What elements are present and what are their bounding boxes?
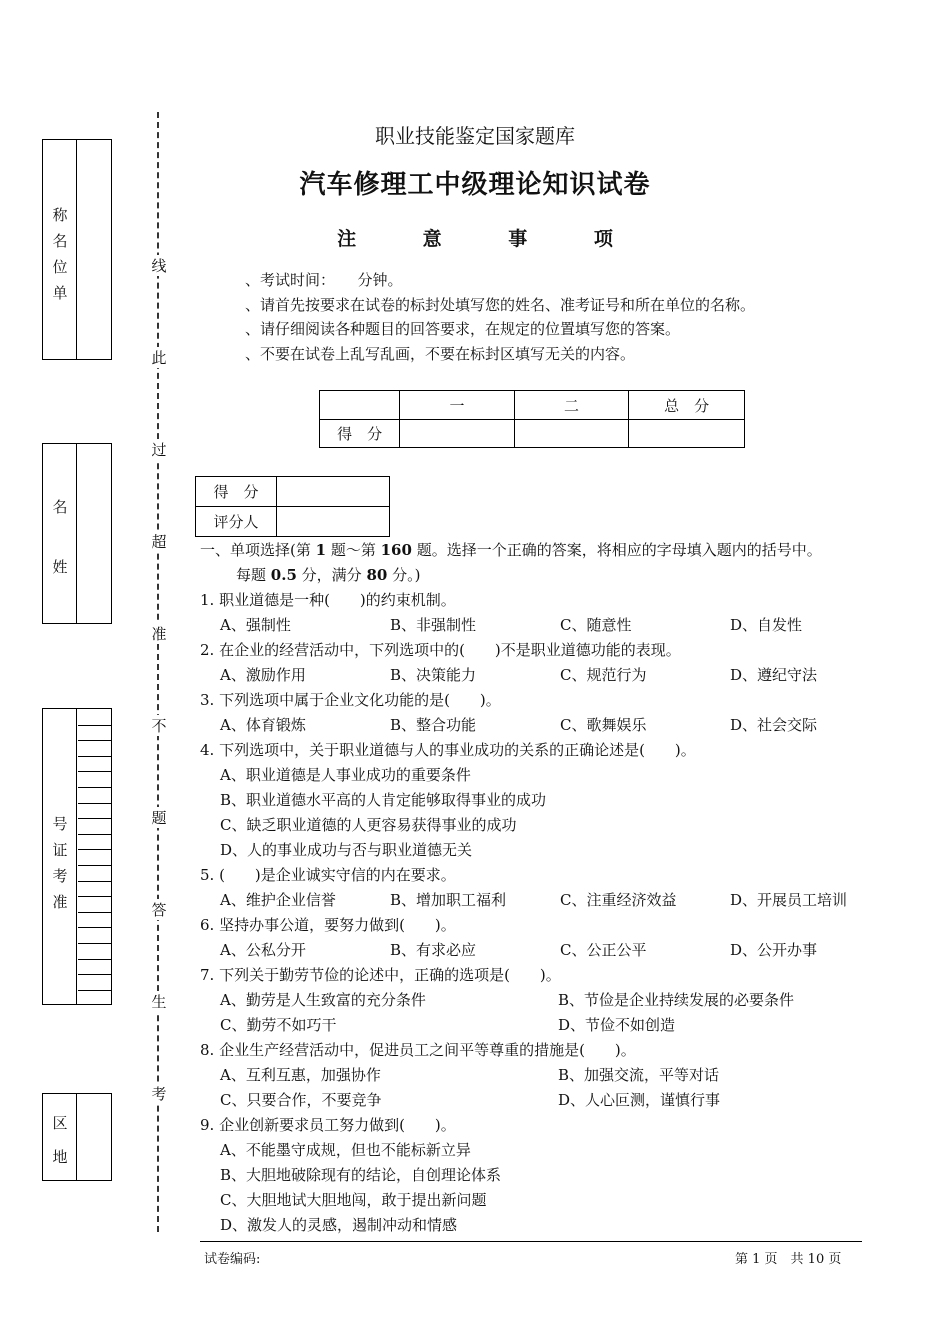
question-stem: 4. 下列选项中，关于职业道德与人的事业成功的关系的正确论述是( )。 (200, 741, 696, 759)
answer-option: D、遵纪守法 (730, 666, 818, 684)
option-row (200, 1213, 880, 1238)
answer-option: C、缺乏职业道德的人更容易获得事业的成功 (220, 816, 517, 834)
digit-cell-divider (78, 865, 111, 866)
digit-cell-divider (78, 787, 111, 788)
digit-cell-divider (78, 881, 111, 882)
answer-option: B、决策能力 (390, 666, 477, 684)
seal-char: 超 (149, 531, 169, 552)
label-char: 名 (52, 498, 68, 516)
region-label (43, 1094, 77, 1180)
answer-option: C、公正公平 (560, 941, 647, 959)
option-row (200, 1138, 880, 1163)
exam-bank-subtitle: 职业技能鉴定国家题库 (375, 124, 575, 148)
grader-name-cell[interactable] (277, 507, 390, 537)
answer-option: B、有求必应 (390, 941, 477, 959)
question-stem: 3. 下列选项中属于企业文化功能的是( )。 (200, 691, 501, 709)
label-char: 位 (52, 258, 68, 276)
answer-option: B、职业道德水平高的人肯定能够取得事业的成功 (220, 791, 547, 809)
exam-title: 汽车修理工中级理论知识试卷 (299, 170, 651, 200)
answer-option: A、不能墨守成规，但也不能标新立异 (220, 1141, 471, 1159)
paper-code-label: 试卷编码: (204, 1252, 261, 1267)
answer-option: A、互利互惠，加强协作 (220, 1066, 381, 1084)
score-table-header-cell: 二 (514, 391, 629, 420)
answer-option: D、激发人的灵感，遏制冲动和情感 (220, 1216, 458, 1234)
name-label (43, 444, 77, 623)
answer-option: D、自发性 (730, 616, 803, 634)
score-table-header-cell: 一 (400, 391, 515, 420)
seal-char: 题 (149, 807, 169, 828)
seal-char: 此 (149, 347, 169, 368)
answer-option: A、公私分开 (220, 941, 306, 959)
question-stem: 2. 在企业的经营活动中，下列选项中的( )不是职业道德功能的表现。 (200, 641, 681, 659)
question-stem: 6. 坚持办事公道，要努力做到( )。 (200, 916, 456, 934)
score-summary-table (319, 390, 745, 448)
answer-option: B、整合功能 (390, 716, 477, 734)
notice-item: 、不要在试卷上乱写乱画，不要在标封区填写无关的内容。 (245, 344, 636, 363)
digit-cell-divider (78, 771, 111, 772)
question-stem: 7. 下列关于勤劳节俭的论述中，正确的选项是( )。 (200, 966, 561, 984)
score-cell[interactable] (629, 420, 745, 448)
seal-dashed-line (157, 112, 159, 1232)
name-box (42, 443, 112, 624)
notice-item: 、请首先按要求在试卷的标封处填写您的姓名、准考证号和所在单位的名称。 (245, 295, 756, 314)
answer-option: A、职业道德是人事业成功的重要条件 (220, 766, 471, 784)
section1-instructions (200, 538, 880, 588)
label-char: 单 (52, 284, 68, 302)
score-cell[interactable] (400, 420, 515, 448)
answer-option: A、体育锻炼 (220, 716, 306, 734)
label-char: 地 (52, 1148, 68, 1166)
label-char: 证 (52, 841, 68, 859)
option-row (200, 988, 880, 1013)
grader-score-cell[interactable] (277, 477, 390, 507)
answer-option: C、勤劳不如巧干 (220, 1016, 337, 1034)
question-list (200, 588, 880, 1238)
page-number: 第 1 页 共 10 页 (735, 1252, 842, 1267)
grader-score-label: 得 分 (196, 477, 277, 507)
answer-option: B、加强交流，平等对话 (558, 1066, 720, 1084)
notice-heading: 注 意 事 项 (337, 228, 643, 250)
answer-option: B、节俭是企业持续发展的必要条件 (558, 991, 795, 1009)
seal-char: 线 (149, 255, 169, 276)
digit-cell-divider (78, 959, 111, 960)
answer-option: C、大胆地试大胆地闯，敢于提出新问题 (220, 1191, 487, 1209)
option-row (200, 1188, 880, 1213)
option-row (200, 1088, 880, 1113)
grader-table (195, 476, 390, 537)
digit-cell-divider (78, 990, 111, 991)
seal-char: 生 (149, 991, 169, 1012)
question-stem: 9. 企业创新要求员工努力做到( )。 (200, 1116, 456, 1134)
answer-option: A、激励作用 (220, 666, 306, 684)
option-row (200, 813, 880, 838)
digit-cell-divider (78, 725, 111, 726)
score-table-header-cell (320, 391, 400, 420)
question-stem: 1. 职业道德是一种( )的约束机制。 (200, 591, 456, 609)
digit-cell-divider (78, 740, 111, 741)
exam-id-box (42, 708, 112, 1005)
option-row (200, 763, 880, 788)
answer-option: C、随意性 (560, 616, 632, 634)
answer-option: B、大胆地破除现有的结论，自创理论体系 (220, 1166, 502, 1184)
answer-option: B、增加职工福利 (390, 891, 507, 909)
answer-option: D、公开办事 (730, 941, 818, 959)
answer-option: C、注重经济效益 (560, 891, 677, 909)
seal-char: 准 (149, 623, 169, 644)
label-char: 考 (52, 867, 68, 885)
footer-rule (200, 1241, 862, 1242)
answer-option: D、开展员工培训 (730, 891, 848, 909)
answer-option: A、强制性 (220, 616, 291, 634)
option-row (200, 1013, 880, 1038)
seal-char: 答 (149, 899, 169, 920)
seal-char: 过 (149, 439, 169, 460)
label-char: 区 (52, 1114, 68, 1132)
digit-cell-divider (78, 974, 111, 975)
answer-option: C、只要合作，不要竞争 (220, 1091, 382, 1109)
answer-option: D、社会交际 (730, 716, 818, 734)
digit-cell-divider (78, 818, 111, 819)
score-cell[interactable] (514, 420, 629, 448)
answer-option: C、歌舞娱乐 (560, 716, 647, 734)
answer-option: B、非强制性 (390, 616, 477, 634)
label-char: 准 (52, 893, 68, 911)
score-table-header-cell: 总 分 (629, 391, 745, 420)
option-row (200, 1163, 880, 1188)
label-char: 号 (52, 815, 68, 833)
grader-name-label: 评分人 (196, 507, 277, 537)
question-stem: 5. ( )是企业诚实守信的内在要求。 (200, 866, 456, 884)
option-row (200, 613, 880, 638)
label-char: 名 (52, 232, 68, 250)
exam-id-digit-cells[interactable] (78, 709, 111, 1004)
question-stem: 8. 企业生产经营活动中，促进员工之间平等尊重的措施是( )。 (200, 1041, 636, 1059)
option-row (200, 713, 880, 738)
exam-id-label (43, 709, 77, 1004)
answer-option: C、规范行为 (560, 666, 647, 684)
digit-cell-divider (78, 834, 111, 835)
label-char: 姓 (52, 558, 68, 576)
answer-option: A、勤劳是人生致富的充分条件 (220, 991, 426, 1009)
notice-list (245, 268, 755, 366)
region-box (42, 1093, 112, 1181)
option-row (200, 838, 880, 863)
seal-char: 不 (149, 715, 169, 736)
option-row (200, 1063, 880, 1088)
answer-option: D、人心叵测，谨慎行事 (558, 1091, 721, 1109)
option-row (200, 938, 880, 963)
option-row (200, 788, 880, 813)
seal-char: 考 (149, 1083, 169, 1104)
answer-option: D、节俭不如创造 (558, 1016, 676, 1034)
option-row (200, 663, 880, 688)
answer-option: A、维护企业信誉 (220, 891, 336, 909)
digit-cell-divider (78, 927, 111, 928)
label-char: 称 (52, 206, 68, 224)
notice-item: 、考试时间： 分钟。 (245, 271, 403, 289)
digit-cell-divider (78, 943, 111, 944)
score-row-label: 得 分 (320, 420, 400, 448)
digit-cell-divider (78, 912, 111, 913)
digit-cell-divider (78, 849, 111, 850)
digit-cell-divider (78, 756, 111, 757)
notice-item: 、请仔细阅读各种题目的回答要求，在规定的位置填写您的答案。 (245, 320, 681, 338)
digit-cell-divider (78, 896, 111, 897)
section1-line2: 每题 0.5 分，满分 80 分。) (236, 566, 421, 584)
section1-line1: 一、单项选择(第 1 题～第 160 题。选择一个正确的答案，将相应的字母填入题内的括号中。 (200, 541, 822, 559)
answer-option: D、人的事业成功与否与职业道德无关 (220, 841, 473, 859)
option-row (200, 888, 880, 913)
digit-cell-divider (78, 803, 111, 804)
